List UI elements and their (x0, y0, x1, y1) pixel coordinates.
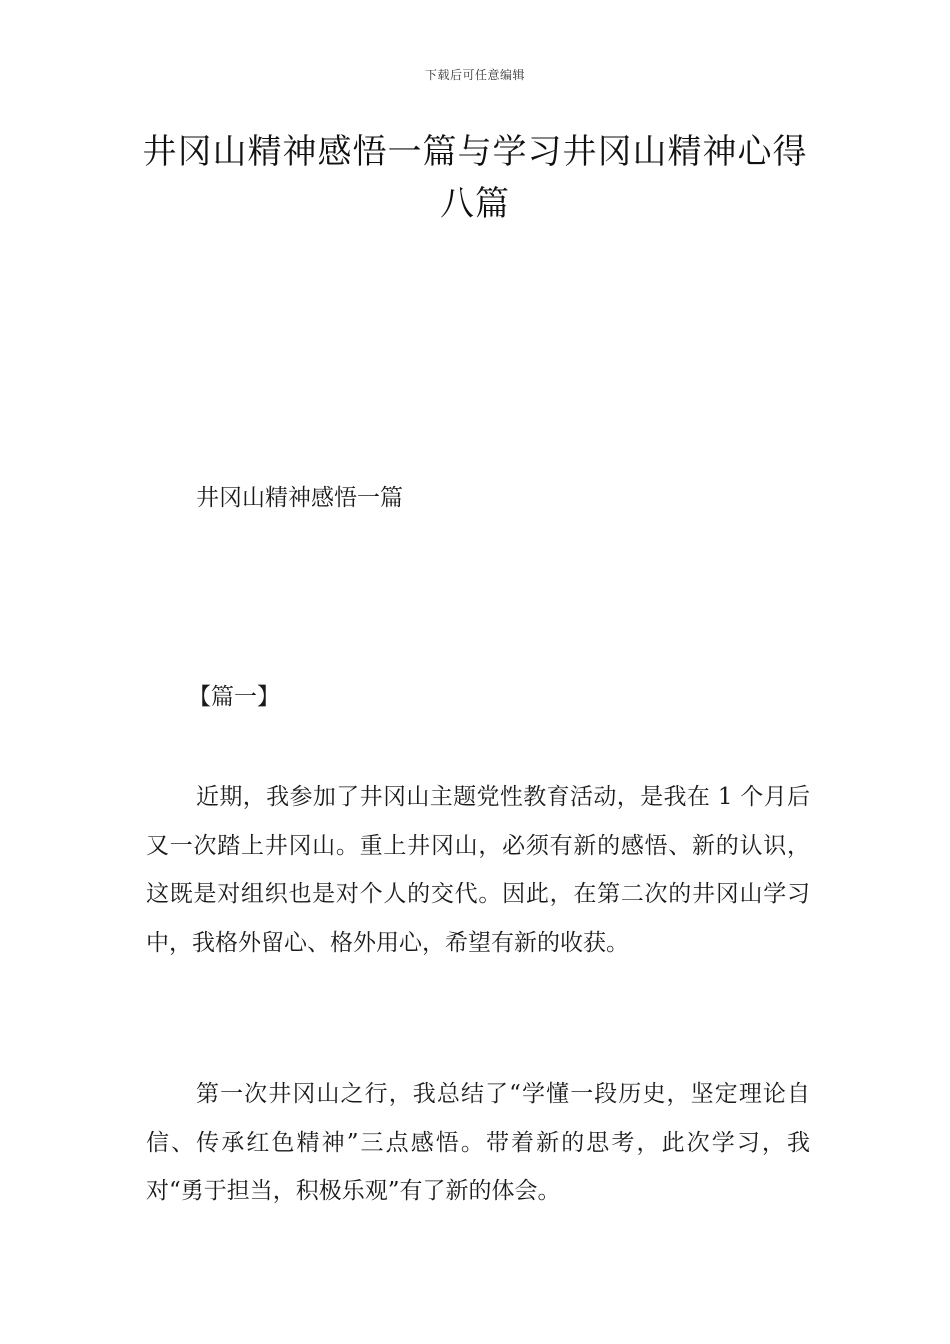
document-subtitle: 井冈山精神感悟一篇 (196, 485, 403, 511)
section-marker: 【篇一】 (188, 684, 280, 710)
header-note: 下载后可任意编辑 (424, 68, 525, 82)
paragraph-1: 近期，我参加了井冈山主题党性教育活动，是我在 1 个月后又一次踏上井冈山。重上井冈山，必须有新的感悟、新的认识，这既是对组织也是对个人的交代。因此，在第二次的井冈山学习中，我格外留心、格外用心，希望有新的收获。 (146, 784, 810, 956)
paragraph-2: 第一次井冈山之行，我总结了“学懂一段历史，坚定理论自信、传承红色精神”三点感悟。带着新的思考，此次学习，我对“勇于担当，积极乐观”有了新的体会。 (146, 1081, 810, 1204)
document-title: 井冈山精神感悟一篇与学习井冈山精神心得八篇 (142, 132, 808, 224)
